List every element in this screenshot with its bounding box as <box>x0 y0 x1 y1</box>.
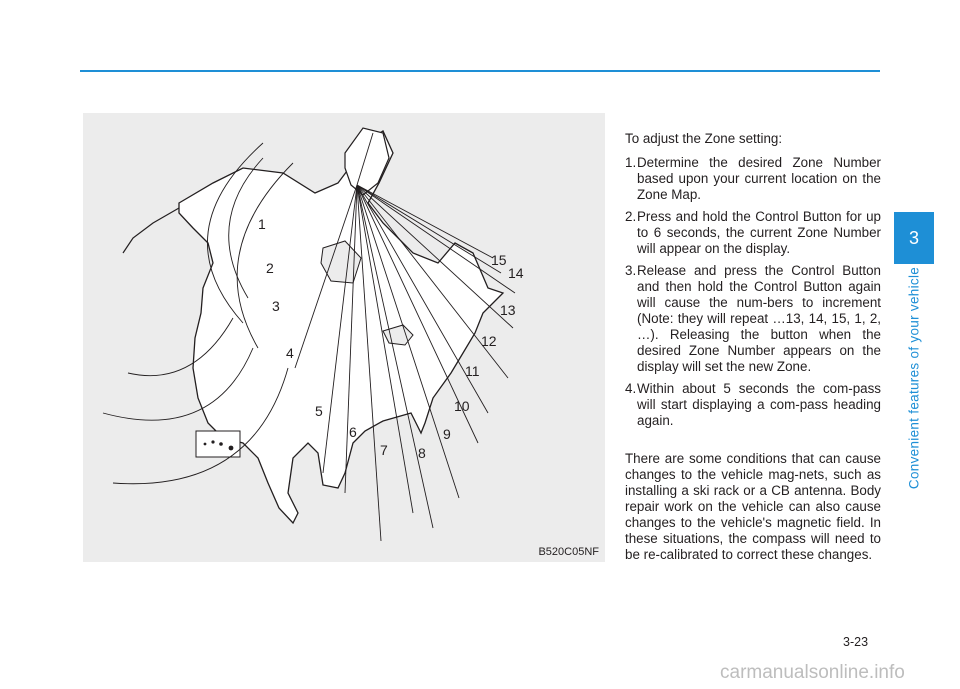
zone-label-2: 2 <box>266 260 274 276</box>
step-text: Determine the desired Zone Number based upon your current location on the Zone Map. <box>637 155 881 202</box>
step-text: Release and press the Control Button and then hold the Control Button again will cause the num-bers to increment (Note: they will repeat …13, 14, 15, 1, 2, …). Releasing the button when the desired Zone Number appears on the display will set the new Zone. <box>637 263 881 374</box>
chapter-title: Convenient features of your vehicle <box>906 266 922 490</box>
page-number: 3-23 <box>843 635 869 649</box>
zone-label-4: 4 <box>286 345 294 361</box>
zone-label-8: 8 <box>418 445 426 461</box>
step-number: 4. <box>625 381 637 396</box>
zone-map-drawing <box>83 113 605 562</box>
alaska-peninsula <box>123 208 179 253</box>
step-item <box>625 209 881 257</box>
zone-label-7: 7 <box>380 442 388 458</box>
chapter-tab <box>894 212 934 264</box>
zone-label-1: 1 <box>258 216 266 232</box>
zone-label-6: 6 <box>349 424 357 440</box>
zone-label-13: 13 <box>500 302 516 318</box>
zone-label-12: 12 <box>481 333 497 349</box>
step-item <box>625 381 881 429</box>
zone-label-5: 5 <box>315 403 323 419</box>
zone-label-11: 11 <box>465 363 480 379</box>
zone-label-14: 14 <box>508 265 524 281</box>
hawaii-inset <box>196 431 240 457</box>
calibration-note: There are some conditions that can cause changes to the vehicle mag-nets, such as installing a ski rack or a CB antenna. Body repair work on the vehicle can also cause changes to the vehicle's magnetic field. In these situations, the compass will need to be re-calibrated to correct these changes. <box>625 451 881 562</box>
figure-code: B520C05NF <box>538 546 599 558</box>
step-text: Within about 5 seconds the com-pass will start displaying a com-pass heading again. <box>637 381 881 428</box>
step-text: Press and hold the Control Button for up to 6 seconds, the current Zone Number will appear on the display. <box>637 209 881 256</box>
chapter-number: 3 <box>908 228 919 248</box>
step-number: 1. <box>625 155 637 170</box>
hawaii-island <box>204 443 207 446</box>
step-number: 2. <box>625 209 637 224</box>
zone-label-9: 9 <box>443 426 451 442</box>
steps-list <box>625 155 881 429</box>
top-rule <box>80 70 880 72</box>
step-item <box>625 263 881 375</box>
zone-label-3: 3 <box>272 298 280 314</box>
greenland-outline <box>345 128 389 195</box>
zone-label-10: 10 <box>454 398 470 414</box>
zone-map <box>83 113 605 562</box>
hawaii-island <box>229 446 234 451</box>
zone-label-15: 15 <box>491 252 507 268</box>
step-item <box>625 155 881 203</box>
instructions <box>625 131 881 563</box>
watermark-text: carmanualsonline.info <box>720 662 905 683</box>
hawaii-island <box>219 442 223 446</box>
hawaii-island <box>211 440 214 443</box>
instructions-intro: To adjust the Zone setting: <box>625 131 783 146</box>
step-number: 3. <box>625 263 637 278</box>
